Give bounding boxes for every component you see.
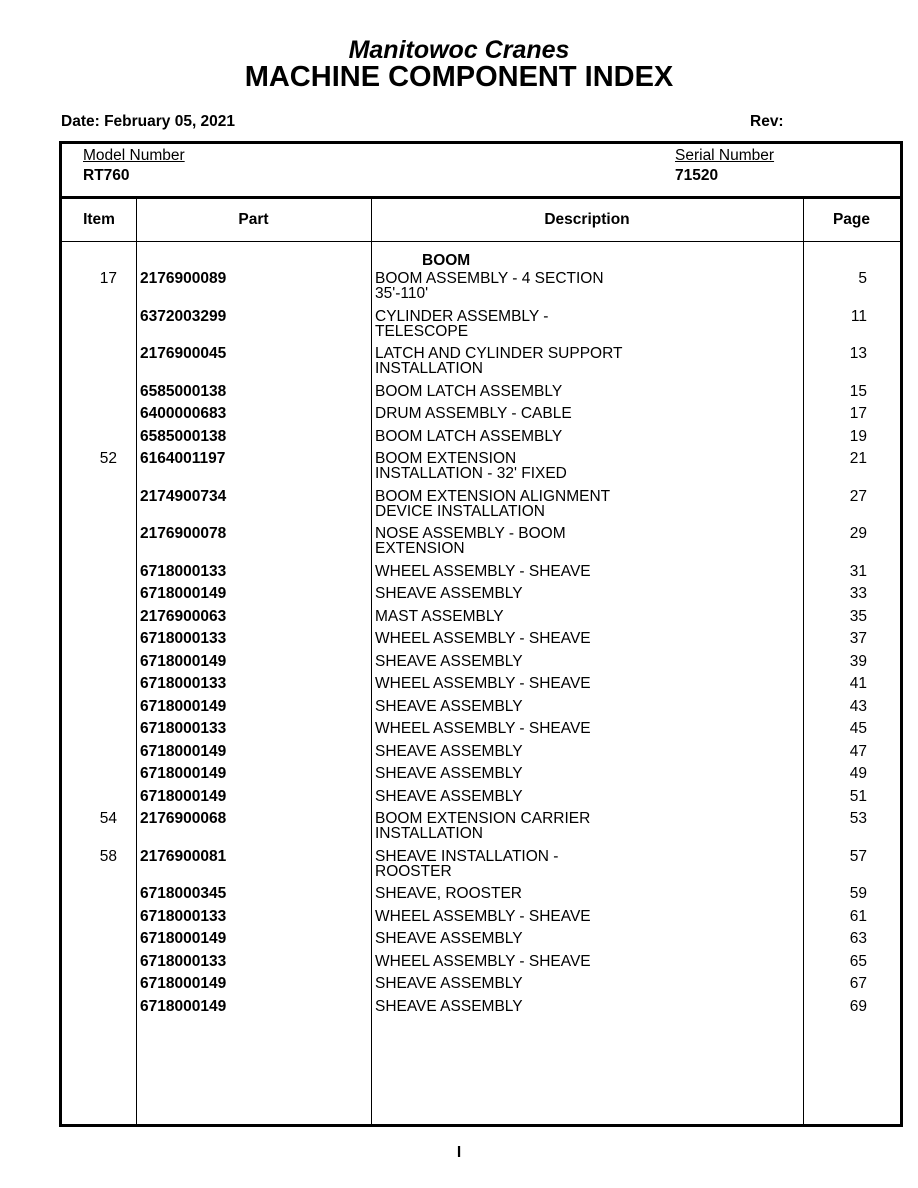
model-number-label: Model Number (83, 147, 185, 164)
row-part-number: 6718000133 (140, 720, 227, 737)
row-description-line: SHEAVE ASSEMBLY (375, 697, 523, 715)
row-description (375, 406, 675, 421)
row-part-number: 6718000133 (140, 562, 227, 580)
row-description-line: WHEEL ASSEMBLY - SHEAVE (375, 907, 591, 925)
column-header-part: Part (238, 211, 269, 228)
row-page-number: 53 (849, 810, 867, 827)
row-part-number: 2176900063 (140, 607, 227, 625)
row-part-number: 6718000149 (140, 697, 227, 715)
row-description-line: WHEEL ASSEMBLY - SHEAVE (375, 720, 591, 737)
row-description (375, 631, 675, 646)
row-description-line: WHEEL ASSEMBLY - SHEAVE (375, 562, 591, 580)
row-part-number: 6718000149 (140, 930, 227, 947)
row-page-number: 67 (849, 975, 867, 992)
row-item-number (62, 429, 117, 444)
table-row (62, 744, 900, 767)
row-description-line: SHEAVE, ROOSTER (375, 885, 522, 902)
row-description (375, 451, 675, 481)
table-row (62, 429, 900, 452)
table-row (62, 976, 900, 999)
row-description-line: BOOM EXTENSION CARRIER (375, 810, 591, 827)
row-item-number (62, 766, 117, 781)
row-page-number: 41 (849, 675, 867, 692)
row-part-number: 6718000149 (140, 585, 227, 602)
row-description-line: WHEEL ASSEMBLY - SHEAVE (375, 675, 591, 692)
table-row (62, 451, 900, 489)
table-row (62, 676, 900, 699)
row-part-number: 6718000149 (140, 975, 227, 992)
row-description-line: SHEAVE ASSEMBLY (375, 585, 523, 602)
row-part-number: 2176900078 (140, 525, 227, 542)
row-page-number: 33 (849, 585, 867, 602)
row-part-number: 2174900734 (140, 487, 227, 505)
row-item-number (62, 384, 117, 399)
table-row (62, 384, 900, 407)
row-description-line: NOSE ASSEMBLY - BOOM (375, 525, 566, 542)
model-number-value: RT760 (83, 167, 130, 184)
row-page-number: 13 (849, 345, 867, 362)
row-description (375, 564, 675, 579)
row-page-number: 17 (849, 405, 867, 422)
row-item-number (62, 954, 117, 969)
row-page-number: 21 (849, 450, 867, 467)
row-description (375, 609, 675, 624)
row-page-number: 29 (849, 525, 867, 542)
table-row (62, 526, 900, 564)
row-description-line: BOOM ASSEMBLY - 4 SECTION (375, 270, 604, 287)
row-page-number: 27 (849, 487, 867, 505)
row-page-number: 49 (849, 765, 867, 782)
row-page-number: 11 (850, 307, 867, 325)
row-part-number: 6718000133 (140, 630, 227, 647)
row-description (375, 676, 675, 691)
row-item-number (62, 676, 117, 691)
row-page-number: 19 (849, 427, 867, 445)
row-page-number: 31 (849, 562, 867, 580)
row-description-line: EXTENSION (375, 540, 465, 557)
row-description (375, 654, 675, 669)
row-description (375, 886, 675, 901)
table-row (62, 406, 900, 429)
row-description (375, 721, 675, 736)
row-item-number (62, 346, 117, 376)
row-part-number: 6585000138 (140, 382, 227, 400)
row-part-number: 6718000345 (140, 885, 227, 902)
table-row (62, 886, 900, 909)
component-rows (62, 271, 900, 1021)
row-description (375, 931, 675, 946)
row-description-line: CYLINDER ASSEMBLY - (375, 307, 549, 325)
row-description-line: DRUM ASSEMBLY - CABLE (375, 405, 572, 422)
row-description (375, 789, 675, 804)
row-description (375, 586, 675, 601)
row-page-number: 43 (849, 697, 867, 715)
row-description (375, 526, 675, 556)
row-page-number: 5 (858, 270, 867, 287)
row-item-number (62, 631, 117, 646)
row-page-number: 51 (849, 787, 867, 805)
row-part-number: 2176900089 (140, 270, 227, 287)
row-page-number: 37 (849, 630, 867, 647)
table-row (62, 609, 900, 632)
table-row (62, 721, 900, 744)
row-part-number: 6718000149 (140, 765, 227, 782)
row-page-number: 47 (849, 742, 867, 760)
table-row (62, 789, 900, 812)
column-header-description: Description (544, 211, 630, 228)
row-item-number (62, 999, 117, 1014)
machine-info-box (62, 144, 900, 199)
row-description-line: BOOM EXTENSION ALIGNMENT (375, 487, 611, 505)
row-description-line: SHEAVE ASSEMBLY (375, 975, 523, 992)
table-row (62, 999, 900, 1022)
row-description (375, 346, 675, 376)
row-item-number (62, 309, 117, 339)
table-row (62, 931, 900, 954)
row-item-number: 52 (99, 450, 117, 467)
row-part-number: 2176900068 (140, 810, 227, 827)
row-description (375, 849, 675, 879)
row-item-number (62, 886, 117, 901)
serial-number-value: 71520 (675, 167, 719, 184)
table-row (62, 586, 900, 609)
row-description (375, 766, 675, 781)
row-description-line: DEVICE INSTALLATION (375, 502, 545, 520)
row-part-number: 2176900045 (140, 345, 227, 362)
table-row (62, 811, 900, 849)
row-part-number: 6718000149 (140, 997, 227, 1015)
row-page-number: 61 (849, 907, 867, 925)
serial-number-label: Serial Number (675, 147, 775, 164)
row-description-line: WHEEL ASSEMBLY - SHEAVE (375, 952, 591, 970)
row-part-number: 6585000138 (140, 427, 227, 445)
row-description-line: SHEAVE INSTALLATION - (375, 847, 559, 865)
table-row (62, 954, 900, 977)
row-item-number (62, 586, 117, 601)
row-page-number: 59 (849, 885, 867, 902)
section-title: BOOM (422, 252, 471, 269)
row-page-number: 45 (849, 720, 867, 737)
column-header-item: Item (83, 211, 115, 228)
row-description-line: MAST ASSEMBLY (375, 607, 504, 625)
row-description (375, 954, 675, 969)
row-part-number: 6718000149 (140, 742, 227, 760)
row-description (375, 744, 675, 759)
row-item-number (62, 699, 117, 714)
row-description-line: TELESCOPE (375, 322, 469, 340)
row-description-line: BOOM LATCH ASSEMBLY (375, 427, 563, 445)
table-row (62, 654, 900, 677)
row-description-line: BOOM LATCH ASSEMBLY (375, 382, 563, 400)
row-item-number (62, 609, 117, 624)
row-description (375, 271, 675, 301)
row-description-line: INSTALLATION - 32' FIXED (375, 465, 567, 482)
row-description-line: INSTALLATION (375, 825, 483, 842)
row-page-number: 57 (849, 847, 867, 865)
row-item-number (62, 406, 117, 421)
page-title: MACHINE COMPONENT INDEX (244, 61, 674, 93)
row-part-number: 6718000133 (140, 952, 227, 970)
row-item-number: 17 (99, 270, 117, 287)
row-item-number (62, 931, 117, 946)
row-description (375, 384, 675, 399)
row-page-number: 69 (849, 997, 867, 1015)
row-description-line: SHEAVE ASSEMBLY (375, 930, 523, 947)
column-header-page: Page (832, 211, 871, 228)
row-part-number: 6372003299 (140, 307, 227, 325)
row-part-number: 6718000149 (140, 787, 227, 805)
table-row (62, 489, 900, 527)
row-part-number: 2176900081 (140, 847, 227, 865)
row-description (375, 699, 675, 714)
row-part-number: 6400000683 (140, 405, 227, 422)
row-item-number (62, 976, 117, 991)
table-row (62, 766, 900, 789)
row-description-line: 35'-110' (375, 285, 429, 302)
row-item-number (62, 489, 117, 519)
row-part-number: 6718000149 (140, 652, 227, 670)
row-page-number: 15 (849, 382, 867, 400)
row-description-line: SHEAVE ASSEMBLY (375, 652, 523, 670)
row-description-line: ROOSTER (375, 862, 452, 880)
table-row (62, 564, 900, 587)
header-divider (62, 241, 900, 242)
row-description-line: SHEAVE ASSEMBLY (375, 787, 523, 805)
row-description (375, 909, 675, 924)
row-item-number (62, 564, 117, 579)
row-description (375, 429, 675, 444)
row-item-number: 58 (99, 847, 117, 865)
table-row (62, 699, 900, 722)
row-description (375, 976, 675, 991)
component-table-frame (59, 141, 903, 1127)
row-description-line: SHEAVE ASSEMBLY (375, 742, 523, 760)
row-part-number: 6164001197 (140, 450, 226, 467)
row-description-line: SHEAVE ASSEMBLY (375, 765, 523, 782)
brand-title: Manitowoc Cranes (348, 36, 570, 64)
page-number: I (456, 1144, 462, 1161)
table-row (62, 909, 900, 932)
row-item-number (62, 721, 117, 736)
row-description (375, 309, 675, 339)
table-row (62, 849, 900, 887)
row-description-line: LATCH AND CYLINDER SUPPORT (375, 345, 623, 362)
row-item-number (62, 654, 117, 669)
table-row (62, 631, 900, 654)
table-row (62, 346, 900, 384)
row-description (375, 811, 675, 841)
row-page-number: 65 (849, 952, 867, 970)
date-label: Date: February 05, 2021 (61, 113, 236, 130)
row-item-number (62, 526, 117, 556)
row-description-line: WHEEL ASSEMBLY - SHEAVE (375, 630, 591, 647)
row-item-number (62, 789, 117, 804)
row-item-number (62, 909, 117, 924)
row-item-number (62, 744, 117, 759)
row-part-number: 6718000133 (140, 675, 227, 692)
row-page-number: 39 (849, 652, 867, 670)
row-item-number: 54 (99, 810, 117, 827)
table-row (62, 309, 900, 347)
row-page-number: 63 (849, 930, 867, 947)
row-description (375, 999, 675, 1014)
row-description (375, 489, 675, 519)
row-description-line: SHEAVE ASSEMBLY (375, 997, 523, 1015)
row-part-number: 6718000133 (140, 907, 227, 925)
table-row (62, 271, 900, 309)
rev-label: Rev: (750, 113, 784, 130)
row-page-number: 35 (849, 607, 867, 625)
row-description-line: BOOM EXTENSION (375, 450, 517, 467)
row-description-line: INSTALLATION (375, 360, 483, 377)
